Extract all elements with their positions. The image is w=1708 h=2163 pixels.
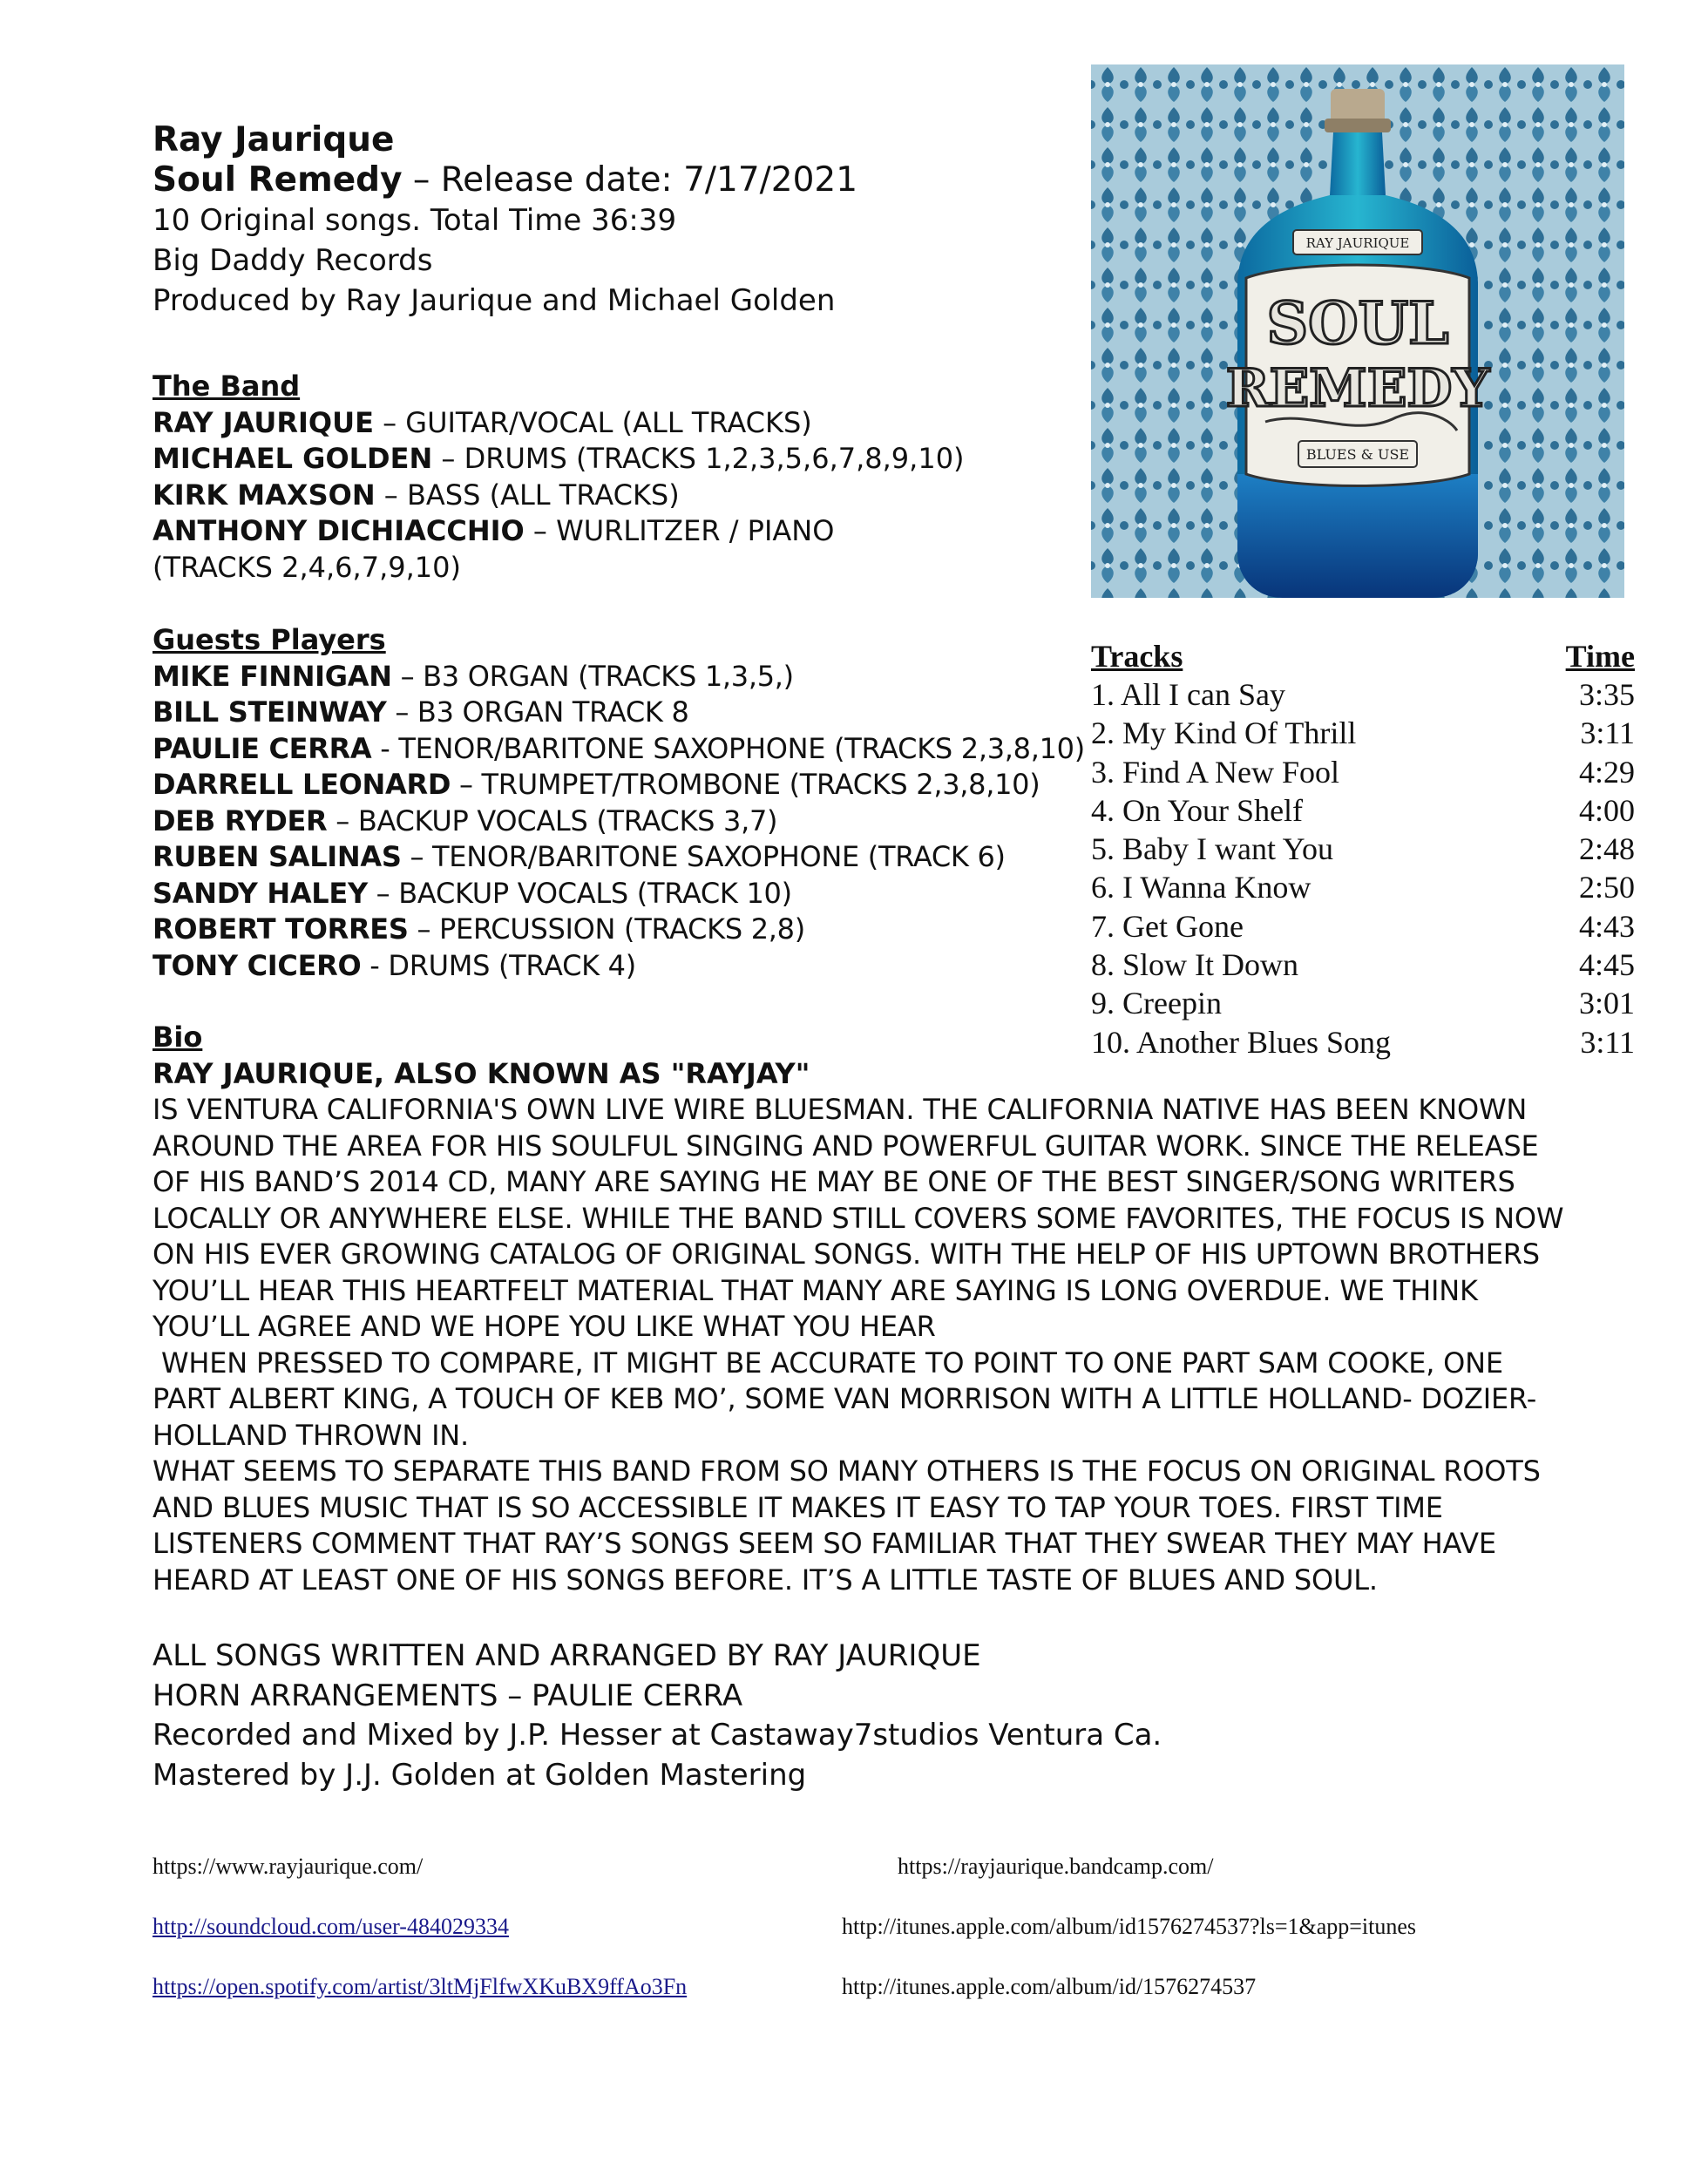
guest-name: TONY CICERO (152, 948, 362, 982)
track-row (1091, 907, 1635, 946)
guest-name: BILL STEINWAY (152, 695, 387, 729)
member-role: – GUITAR/VOCAL (ALL TRACKS) (373, 405, 812, 439)
credit-line: Mastered by J.J. Golden at Golden Mastering (152, 1757, 807, 1793)
guests-heading: Guests Players (152, 623, 386, 656)
guest-name: RUBEN SALINAS (152, 840, 402, 873)
member-role: – BASS (ALL TRACKS) (375, 478, 680, 512)
cover-bottom-label: BLUES & USE (1305, 446, 1410, 463)
guest-role: – TRUMPET/TROMBONE (TRACKS 2,3,8,10) (451, 768, 1040, 801)
track-title: 10. Another Blues Song (1091, 1024, 1392, 1060)
track-title: 2. My Kind Of Thrill (1091, 715, 1357, 751)
album-title: Soul Remedy (152, 160, 403, 200)
producer-credit: Produced by Ray Jaurique and Michael Golden (152, 283, 836, 318)
record-label: Big Daddy Records (152, 243, 433, 278)
guest-member (152, 948, 1076, 985)
member-name: RAY JAURIQUE (152, 405, 374, 439)
credit-line: Recorded and Mixed by J.P. Hesser at Castaway7studios Ventura Ca. (152, 1718, 1162, 1753)
guest-name: MIKE FINNIGAN (152, 659, 392, 693)
tracks-heading: Tracks (1091, 639, 1183, 674)
track-time: 2:50 (1578, 870, 1635, 905)
track-time: 4:00 (1578, 792, 1635, 828)
cover-title-line1: SOUL (1266, 289, 1449, 357)
guest-member (152, 767, 1076, 803)
track-title: 7. Get Gone (1091, 908, 1244, 944)
guest-name: PAULIE CERRA (152, 731, 372, 765)
band-member (152, 441, 1024, 478)
track-time: 2:48 (1578, 831, 1635, 867)
member-name: ANTHONY DICHIACCHIO (152, 514, 525, 547)
track-time: 3:11 (1580, 1024, 1635, 1060)
bio-paragraph: IS VENTURA CALIFORNIA'S OWN LIVE WIRE BLUESMAN. THE CALIFORNIA NATIVE HAS BEEN KNOWN AROUND THE AREA FOR HIS SOULFUL SINGING AND POWERFUL GUITAR WORK. SINCE THE RELEASE OF HIS BAND’S 2014 CD, MANY ARE SAYING HE MAY BE ONE OF THE BEST SINGER/SONG WRITERS LOCALLY OR ANYWHERE ELSE. WHILE THE BAND STILL COVERS SOME FAVORITES, THE FOCUS IS NOW ON HIS EVER GROWING CATALOG OF ORIGINAL SONGS. WITH THE HELP OF HIS UPTOWN BROTHERS YOU’LL HEAR THIS HEARTFELT MATERIAL THAT MANY ARE SAYING IS LONG OVERDUE. WE THINK YOU’LL AGREE AND WE HOPE YOU LIKE WHAT YOU HEAR (152, 1093, 1564, 1343)
album-line (152, 160, 1024, 200)
guest-role: – PERCUSSION (TRACKS 2,8) (408, 912, 805, 946)
track-row (1091, 984, 1635, 1022)
bio-heading: Bio (152, 1020, 203, 1054)
guest-name: ROBERT TORRES (152, 912, 409, 946)
band-member (152, 513, 963, 586)
credit-line: HORN ARRANGEMENTS – PAULIE CERRA (152, 1678, 743, 1713)
bandcamp-link[interactable]: https://rayjaurique.bandcamp.com/ (898, 1854, 1214, 1879)
track-title: 8. Slow It Down (1091, 947, 1299, 983)
member-name: MICHAEL GOLDEN (152, 442, 433, 475)
band-heading: The Band (152, 370, 301, 403)
track-row (1091, 830, 1635, 868)
band-member (152, 405, 1024, 442)
guest-role: – TENOR/BARITONE SAXOPHONE (TRACK 6) (401, 840, 1006, 873)
guest-member (152, 695, 1076, 731)
time-heading: Time (1565, 639, 1635, 674)
cover-artist-label: RAY JAURIQUE (1305, 235, 1410, 251)
guest-name: SANDY HALEY (152, 876, 368, 910)
track-row (1091, 714, 1635, 752)
guest-role: – B3 ORGAN (TRACKS 1,3,5,) (391, 659, 794, 693)
guest-role: – BACKUP VOCALS (TRACK 10) (367, 876, 792, 910)
bio-paragraph: WHAT SEEMS TO SEPARATE THIS BAND FROM SO MANY OTHERS IS THE FOCUS ON ORIGINAL ROOTS AND BLUES MUSIC THAT IS SO ACCESSIBLE IT MAKES IT EASY TO TAP YOUR TOES. FIRST TIME LISTENERS COMMENT THAT RAY’S SONGS SEEM SO FAMILIAR THAT THEY SWEAR THEY MAY HAVE HEARD AT LEAST ONE OF HIS SONGS BEFORE. IT’S A LITTLE TASTE OF BLUES AND SOUL. (152, 1454, 1541, 1597)
band-member (152, 478, 1024, 514)
member-name: KIRK MAXSON (152, 478, 376, 512)
guest-member (152, 839, 1076, 876)
guest-member (152, 876, 1076, 912)
guest-member (152, 803, 1076, 840)
track-time: 4:43 (1578, 908, 1635, 944)
soundcloud-link[interactable]: http://soundcloud.com/user-484029334 (152, 1914, 509, 1939)
guest-name: DEB RYDER (152, 803, 328, 837)
track-title: 4. On Your Shelf (1091, 792, 1304, 828)
bio-paragraph: WHEN PRESSED TO COMPARE, IT MIGHT BE ACCURATE TO POINT TO ONE PART SAM COOKE, ONE PART ALBERT KING, A TOUCH OF KEB MO’, SOME VAN MORRISON WITH A LITTLE HOLLAND- DOZIER-HOLLAND THROWN IN. (152, 1346, 1537, 1452)
track-row (1091, 675, 1635, 714)
guest-role: – BACKUP VOCALS (TRACKS 3,7) (327, 803, 778, 837)
track-list-header (1091, 637, 1635, 675)
spotify-link[interactable]: https://open.spotify.com/artist/3ltMjFlfwXKuBX9ffAo3Fn (152, 1974, 688, 1999)
track-row (1091, 868, 1635, 906)
credit-line: ALL SONGS WRITTEN AND ARRANGED BY RAY JAURIQUE (152, 1638, 981, 1673)
track-title: 9. Creepin (1091, 986, 1222, 1021)
track-title: 3. Find A New Fool (1091, 754, 1340, 790)
track-row (1091, 946, 1635, 984)
track-title: 5. Baby I want You (1091, 831, 1334, 867)
website-link[interactable]: https://www.rayjaurique.com/ (152, 1854, 424, 1879)
track-row (1091, 791, 1635, 830)
bio-section (152, 1020, 1564, 1598)
credits-section (152, 1637, 1460, 1795)
album-cover (1091, 64, 1624, 598)
itunes-album-link[interactable]: http://itunes.apple.com/album/id/1576274537 (842, 1974, 1257, 1999)
guest-name: DARRELL LEONARD (152, 768, 451, 801)
track-time: 3:01 (1578, 986, 1635, 1021)
song-count: 10 Original songs. Total Time 36:39 (152, 203, 677, 238)
release-header (152, 120, 1024, 321)
guests-section (152, 622, 1085, 984)
track-title: 1. All I can Say (1091, 677, 1285, 712)
guest-member (152, 731, 1085, 768)
track-list (1091, 637, 1635, 1061)
member-role: – DRUMS (TRACKS 1,2,3,5,6,7,8,9,10) (432, 442, 965, 475)
itunes-link[interactable]: http://itunes.apple.com/album/id1576274537?ls=1&app=itunes (842, 1914, 1417, 1939)
track-time: 4:45 (1578, 947, 1635, 983)
track-time: 4:29 (1578, 754, 1635, 790)
guest-role: – B3 ORGAN TRACK 8 (386, 695, 689, 729)
track-row (1091, 1023, 1635, 1061)
guest-member (152, 659, 1076, 695)
band-section (152, 369, 1024, 586)
track-row (1091, 753, 1635, 791)
guest-role: - TENOR/BARITONE SAXOPHONE (TRACKS 2,3,8,10) (371, 731, 1085, 765)
track-title: 6. I Wanna Know (1091, 870, 1312, 905)
track-time: 3:35 (1578, 677, 1635, 712)
guest-role: - DRUMS (TRACK 4) (361, 948, 636, 982)
track-time: 3:11 (1580, 715, 1635, 751)
artist-name: Ray Jaurique (152, 120, 395, 159)
member-role: – WURLITZER / PIANO (TRACKS 2,4,6,7,9,10) (152, 514, 835, 584)
cover-title-line2: REMEDY (1225, 358, 1490, 419)
bio-lead: RAY JAURIQUE, ALSO KNOWN AS "RAYJAY" (152, 1056, 810, 1090)
release-date: – Release date: 7/17/2021 (402, 160, 858, 200)
album-cover-illustration (1091, 64, 1624, 598)
guest-member (152, 912, 1076, 948)
